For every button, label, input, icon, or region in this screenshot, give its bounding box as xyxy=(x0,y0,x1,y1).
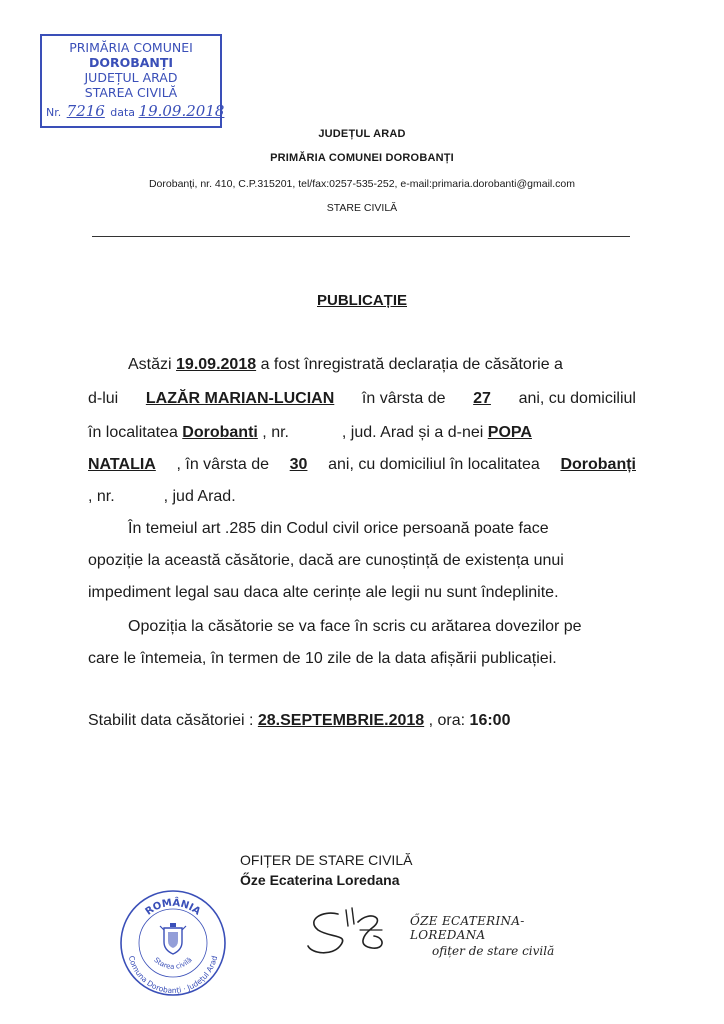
registration-data-label: data xyxy=(110,106,136,119)
body-line-6: În temeiul art .285 din Codul civil orice persoană poate face xyxy=(128,520,549,537)
round-stamp-top-text: ROMÂNIA xyxy=(143,897,203,918)
round-stamp-middle-text: Starea civilă xyxy=(152,955,194,971)
header-county: JUDEȚUL ARAD xyxy=(318,128,406,140)
text-bride-domiciliu: ani, cu domiciliul în localitatea xyxy=(328,456,540,473)
officer-name: Őze Ecaterina Loredana xyxy=(240,872,400,888)
text-localitatea: în localitatea xyxy=(88,424,178,441)
registration-stamp-line4: STAREA CIVILĂ xyxy=(84,85,178,100)
header-department: STARE CIVILĂ xyxy=(326,202,398,214)
body-line-1 xyxy=(128,356,563,374)
coat-of-arms-icon xyxy=(160,923,186,954)
signature-stamp-name: ŐZE ECATERINA-LOREDANA xyxy=(410,914,525,942)
groom-name: LAZĂR MARIAN-LUCIAN xyxy=(145,390,335,407)
text-bride-varsta: , în vârsta de xyxy=(176,456,269,473)
registration-nr-value: 7216 xyxy=(66,102,105,120)
text-bride-jud: , jud Arad. xyxy=(163,488,236,505)
svg-text:ROMÂNIA xyxy=(144,896,203,918)
officer-title: OFIȚER DE STARE CIVILĂ xyxy=(240,852,413,868)
svg-text:Starea civilă xyxy=(152,956,193,971)
text-jud-arad: , jud. Arad și a d-nei xyxy=(341,424,484,441)
handwritten-signature xyxy=(300,900,400,966)
registration-data-value: 19.09.2018 xyxy=(138,102,225,120)
registration-date: 19.09.2018 xyxy=(176,356,257,373)
bride-age: 30 xyxy=(289,456,308,473)
document-title: PUBLICAȚIE xyxy=(317,292,407,309)
text-varsta: în vârsta de xyxy=(361,390,446,407)
registration-stamp-line1: PRIMĂRIA COMUNEI xyxy=(69,40,193,55)
registration-nr-label: Nr. xyxy=(46,106,62,119)
text-nr: , nr. xyxy=(262,424,289,441)
body-line-8: impediment legal sau daca alte cerințe ale legii nu sunt îndeplinite. xyxy=(88,584,559,601)
groom-locality: Dorobanti xyxy=(182,424,258,441)
text-stabilit: Stabilit data căsătoriei : xyxy=(88,712,254,729)
text-bride-nr: , nr. xyxy=(88,488,115,505)
header-divider xyxy=(92,236,630,237)
body-line-9: Opoziția la căsătorie se va face în scris cu arătarea dovezilor pe xyxy=(128,618,582,635)
text-declaration: a fost înregistrată declarația de căsătorie a xyxy=(260,356,563,373)
header-contact: Dorobanți, nr. 410, C.P.315201, tel/fax:0257-535-252, e-mail:primaria.dorobanti@gmail.com xyxy=(148,178,576,190)
marriage-time: 16:00 xyxy=(469,712,511,729)
text-astazi: Astăzi xyxy=(128,356,172,373)
body-line-5 xyxy=(88,488,236,506)
text-dlui: d-lui xyxy=(88,390,119,407)
bride-given-name: NATALIA xyxy=(88,456,156,473)
signature-stamp-role: ofițer de stare civilă xyxy=(432,944,555,958)
bride-surname: POPA xyxy=(487,424,532,441)
bride-locality: Dorobanți xyxy=(560,456,636,473)
registration-stamp-line2: DOROBANȚI xyxy=(88,55,174,70)
round-stamp xyxy=(118,888,228,998)
body-line-7: opoziție la această căsătorie, dacă are cunoștință de existența unui xyxy=(88,552,564,569)
body-line-3 xyxy=(88,424,636,442)
round-stamp-bottom-text: Comuna Dorobanți · Județul Arad xyxy=(126,954,220,996)
marriage-date: 28.SEPTEMBRIE.2018 xyxy=(257,712,425,729)
registration-number-line xyxy=(46,102,225,120)
body-line-10: care le întemeia, în termen de 10 zile de la data afișării publicației. xyxy=(88,650,557,667)
registration-stamp-line3: JUDEȚUL ARAD xyxy=(84,70,178,85)
marriage-date-line xyxy=(88,712,510,730)
text-ora: , ora: xyxy=(428,712,466,729)
body-line-4 xyxy=(88,456,636,474)
groom-age: 27 xyxy=(473,390,491,407)
signature-name-stamp xyxy=(410,914,590,958)
svg-text:Comuna Dorobanți · Județul Ara xyxy=(127,955,219,996)
registration-stamp xyxy=(40,34,225,128)
body-line-2 xyxy=(88,390,636,408)
text-ani-domiciliu: ani, cu domiciliul xyxy=(518,390,636,407)
header-institution: PRIMĂRIA COMUNEI DOROBANȚI xyxy=(270,152,454,164)
